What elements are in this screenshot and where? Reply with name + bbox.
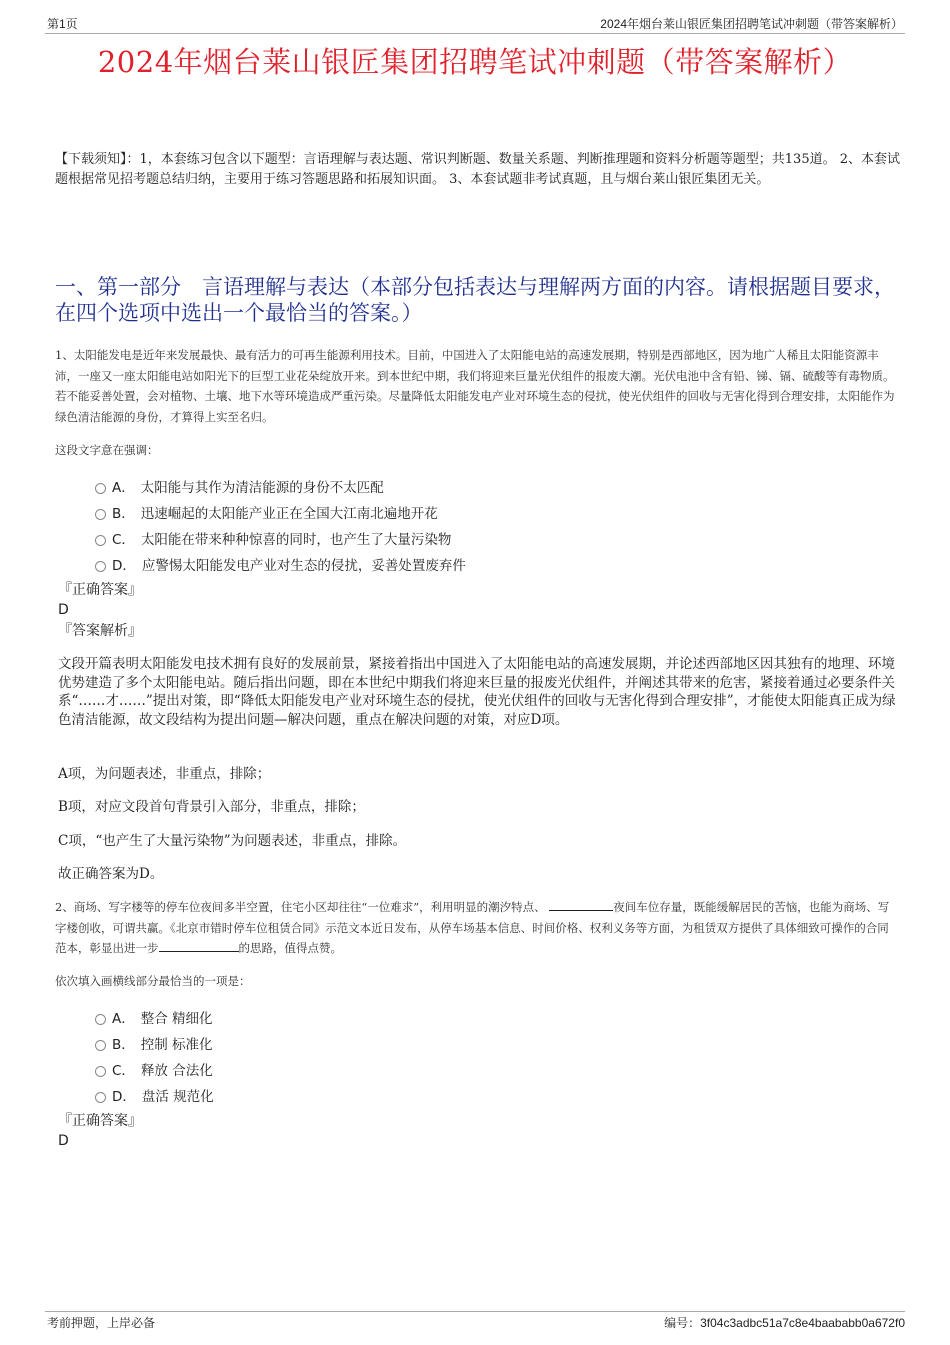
option-b[interactable]	[95, 1030, 214, 1056]
answer-label: 『正确答案』	[58, 1113, 142, 1129]
radio-icon[interactable]	[95, 1014, 106, 1025]
analysis-text: 文段开篇表明太阳能发电技术拥有良好的发展前景，紧接着指出中国进入了太阳能电站的高速发展期，并论述西部地区因其独有的地理、环境优势建造了多个太阳能电站。随后指出问题，即在本世纪中期我们将迎来巨量的报废光伏组件，并阐述其带来的危害，紧接着通过必要条件关系“……才……”提出对策，即“降低太阳能发电产业对环境生态的侵扰，使光伏组件的回收与无害化得到合理安排”，才能使太阳能真正成为绿色清洁能源，故文段结构为提出问题—解决问题，重点在解决问题的对策，对应D项。	[58, 656, 896, 728]
option-text: 控制 标准化	[140, 1037, 213, 1053]
radio-icon[interactable]	[95, 561, 106, 572]
question-1-stem: 1、太阳能发电是近年来发展最快、最有活力的可再生能源利用技术。目前，中国进入了太阳能电站的高速发展期，特别是西部地区，因为地广人稀且太阳能资源丰沛，一座又一座太阳能电站如阳光下的巨型工业花朵绽放开来。到本世纪中期，我们将迎来巨量光伏组件的报废大潮。光伏电池中含有铅、锑、镉、硫酸等有毒物质。若不能妥善处置，会对植物、土壤、地下水等环境造成严重污染。尽量降低太阳能发电产业对环境生态的侵扰，使光伏组件的回收与无害化得到合理安排，太阳能作为绿色清洁能源的身份，才算得上实至名归。	[55, 348, 895, 424]
option-letter: C．	[112, 1063, 135, 1079]
footer-divider	[45, 1311, 905, 1312]
analysis-note: 故正确答案为D。	[58, 866, 164, 882]
stem-part: 的思路，值得点赞。	[238, 941, 342, 955]
answer-value: D	[58, 602, 69, 618]
stem-part: 夜间车位存量，既能缓解居民的苦恼，也能为商场、写字楼创收，可谓共赢。《北京市错时停车位租赁合同》示范文本近日发布，从停车场基本信息、时间价格、权利义务等方面，为租赁双方提供了具体细致可操作的合同范本，彰显出进一步	[55, 900, 890, 955]
header-title: 2024年烟台莱山银匠集团招聘笔试冲刺题（带答案解析）	[600, 17, 903, 31]
option-text: 太阳能与其作为清洁能源的身份不太匹配	[140, 480, 384, 496]
option-text: 盘活 规范化	[141, 1089, 214, 1105]
document-id: 编号：3f04c3adbc51a7c8e4baababb0a672f0	[664, 1316, 905, 1330]
option-text: 应警惕太阳能发电产业对生态的侵扰，妥善处置废弃件	[141, 558, 466, 574]
answer-label: 『正确答案』	[58, 582, 142, 598]
page-number: 第1页	[47, 17, 78, 31]
radio-icon[interactable]	[95, 535, 106, 546]
option-c[interactable]	[95, 525, 466, 551]
header-divider	[45, 33, 905, 34]
analysis-label: 『答案解析』	[58, 623, 142, 639]
analysis-note: C项，“也产生了大量污染物”为问题表述，非重点，排除。	[58, 833, 407, 849]
option-letter: B．	[112, 1037, 135, 1053]
option-c[interactable]	[95, 1056, 214, 1082]
option-letter: A．	[112, 1011, 135, 1027]
footer-slogan: 考前押题，上岸必备	[47, 1316, 156, 1330]
document-title: 2024年烟台莱山银匠集团招聘笔试冲刺题（带答案解析）	[97, 45, 853, 79]
question-1-options	[95, 473, 466, 577]
option-letter: A．	[112, 480, 135, 496]
option-letter: C．	[112, 532, 135, 548]
option-text: 太阳能在带来种种惊喜的同时，也产生了大量污染物	[140, 532, 452, 548]
analysis-note: A项，为问题表述，非重点，排除；	[58, 766, 271, 782]
question-2-stem	[55, 897, 900, 959]
fill-blank	[159, 939, 239, 952]
option-d[interactable]	[95, 551, 466, 577]
option-text: 释放 合法化	[140, 1063, 213, 1079]
question-2-prompt: 依次填入画横线部分最恰当的一项是：	[55, 974, 251, 988]
option-d[interactable]	[95, 1082, 214, 1108]
question-2-options	[95, 1004, 214, 1108]
radio-icon[interactable]	[95, 483, 106, 494]
option-letter: D．	[112, 558, 136, 574]
option-letter: D．	[112, 1089, 136, 1105]
analysis-note: B项，对应文段首句背景引入部分，非重点，排除；	[58, 799, 365, 815]
radio-icon[interactable]	[95, 1040, 106, 1051]
answer-value: D	[58, 1133, 69, 1149]
radio-icon[interactable]	[95, 1092, 106, 1103]
download-notice: 【下载须知】：1，本套练习包含以下题型：言语理解与表达题、常识判断题、数量关系题、判断推理题和资料分析题等题型；共135道。 2、本套试题根据常见招考题总结归纳，主要用于练习答题思路和拓展知识面。 3、本套试题非考试真题，且与烟台莱山银匠集团无关。	[55, 152, 900, 187]
radio-icon[interactable]	[95, 509, 106, 520]
option-letter: B．	[112, 506, 135, 522]
fill-blank	[549, 898, 613, 911]
radio-icon[interactable]	[95, 1066, 106, 1077]
option-a[interactable]	[95, 473, 466, 499]
section-heading: 一、第一部分 言语理解与表达（本部分包括表达与理解两方面的内容。请根据题目要求，在四个选项中选出一个最恰当的答案。）	[55, 275, 895, 325]
option-a[interactable]	[95, 1004, 214, 1030]
stem-part: 2、商场、写字楼等的停车位夜间多半空置，住宅小区却往往“一位难求”，利用明显的潮汐特点、	[55, 900, 546, 914]
question-1-prompt: 这段文字意在强调：	[55, 443, 159, 457]
option-b[interactable]	[95, 499, 466, 525]
option-text: 迅速崛起的太阳能产业正在全国大江南北遍地开花	[140, 506, 438, 522]
option-text: 整合 精细化	[140, 1011, 213, 1027]
